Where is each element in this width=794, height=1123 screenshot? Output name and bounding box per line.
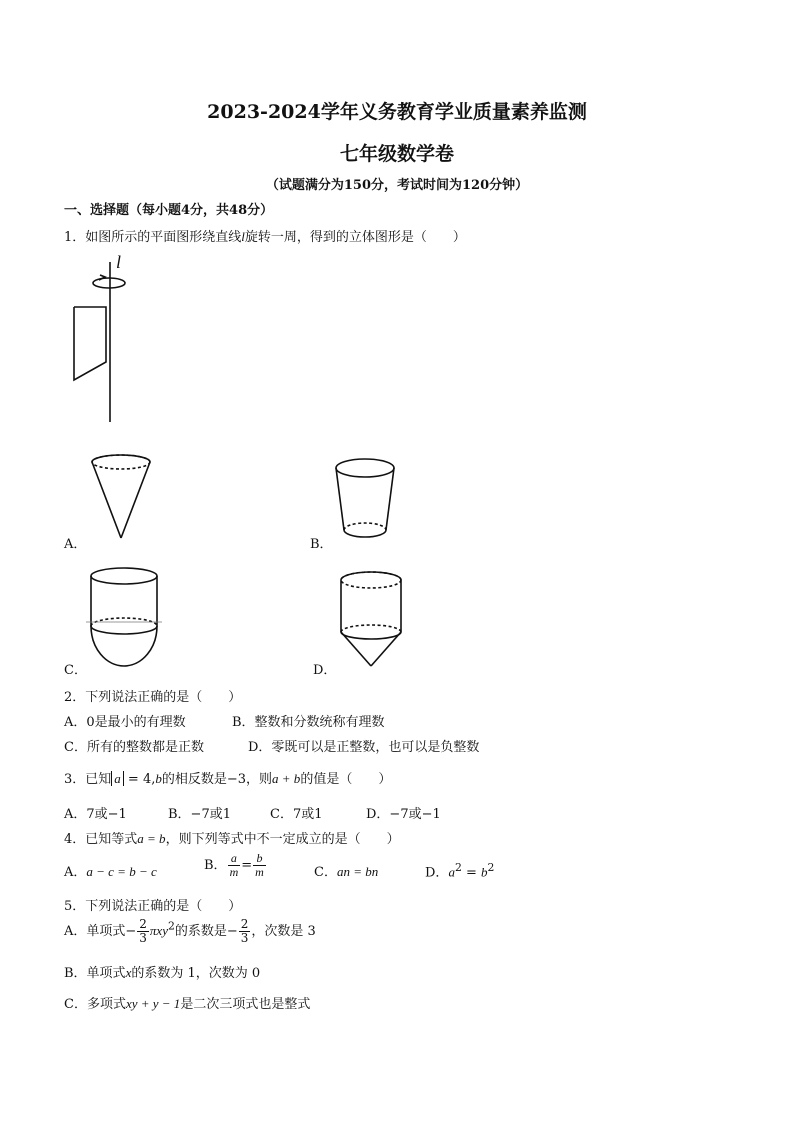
- q4-option-c: C．an = bn: [314, 864, 379, 880]
- axis-label: l: [116, 252, 122, 272]
- q5-option-b: B．单项式x的系数为 1，次数为 0: [64, 965, 261, 981]
- q5-stem: 5．下列说法正确的是（ ）: [64, 899, 242, 914]
- q1-stem: 1．如图所示的平面图形绕直线l旋转一周，得到的立体图形是（ ）: [64, 229, 466, 245]
- rotation-arrowhead: [99, 275, 105, 280]
- q4-option-d: D．$a^2 = b^2$: [425, 861, 495, 881]
- q1-option-b-figure: [334, 452, 396, 542]
- q5-option-c: C．多项式xy + y − 1是二次三项式也是整式: [64, 996, 311, 1012]
- q1-figure: [60, 250, 140, 430]
- q1-option-a-label: A．: [64, 537, 87, 552]
- q3-stem: 3．已知 a = 4,b的相反数是−3，则a + b的值是（ ）: [64, 771, 392, 787]
- q2-option-a: A．0是最小的有理数: [64, 715, 186, 730]
- q2-option-c: C．所有的整数都是正数: [64, 740, 204, 755]
- q2-option-b: B．整数和分数统称有理数: [232, 715, 385, 730]
- planar-shape: [74, 307, 106, 380]
- q3-option-c: C．7或1: [270, 807, 323, 822]
- q1-option-d-figure: [338, 566, 404, 670]
- q2-option-d: D．零既可以是正整数，也可以是负整数: [248, 740, 480, 755]
- rotation-arrow-ring: [93, 278, 125, 288]
- q1-option-c-label: C．: [64, 663, 87, 678]
- exam-note: （试题满分为150分，考试时间为120分钟）: [265, 178, 529, 193]
- q5-option-a: A．单项式− $\frac{2}{3}$ πxy$^2$的系数是− $\frac{2}{3}$ ，次数是 3: [64, 917, 316, 945]
- exam-subtitle: 七年级数学卷: [339, 143, 454, 165]
- q1-option-c-figure: [86, 562, 168, 670]
- exam-title: 2023-2024学年义务教育学业质量素养监测: [207, 101, 587, 123]
- q1-option-d-label: D．: [313, 663, 337, 678]
- q4-option-b: B． $\frac{a}{m}$ = $\frac{b}{m}$: [204, 851, 264, 879]
- section-heading: 一、选择题（每小题4分，共48分）: [64, 203, 274, 218]
- q3-option-b: B．−7或1: [168, 807, 231, 822]
- q1-option-a-figure: [88, 440, 160, 542]
- q1-option-b-label: B．: [310, 537, 333, 552]
- q3-option-a: A．7或−1: [64, 807, 127, 822]
- q4-stem: 4．已知等式a = b，则下列等式中不一定成立的是（ ）: [64, 831, 400, 847]
- q3-option-d: D．−7或−1: [366, 807, 441, 822]
- q2-stem: 2．下列说法正确的是（ ）: [64, 690, 242, 705]
- q4-option-a: A．a − c = b − c: [64, 864, 157, 880]
